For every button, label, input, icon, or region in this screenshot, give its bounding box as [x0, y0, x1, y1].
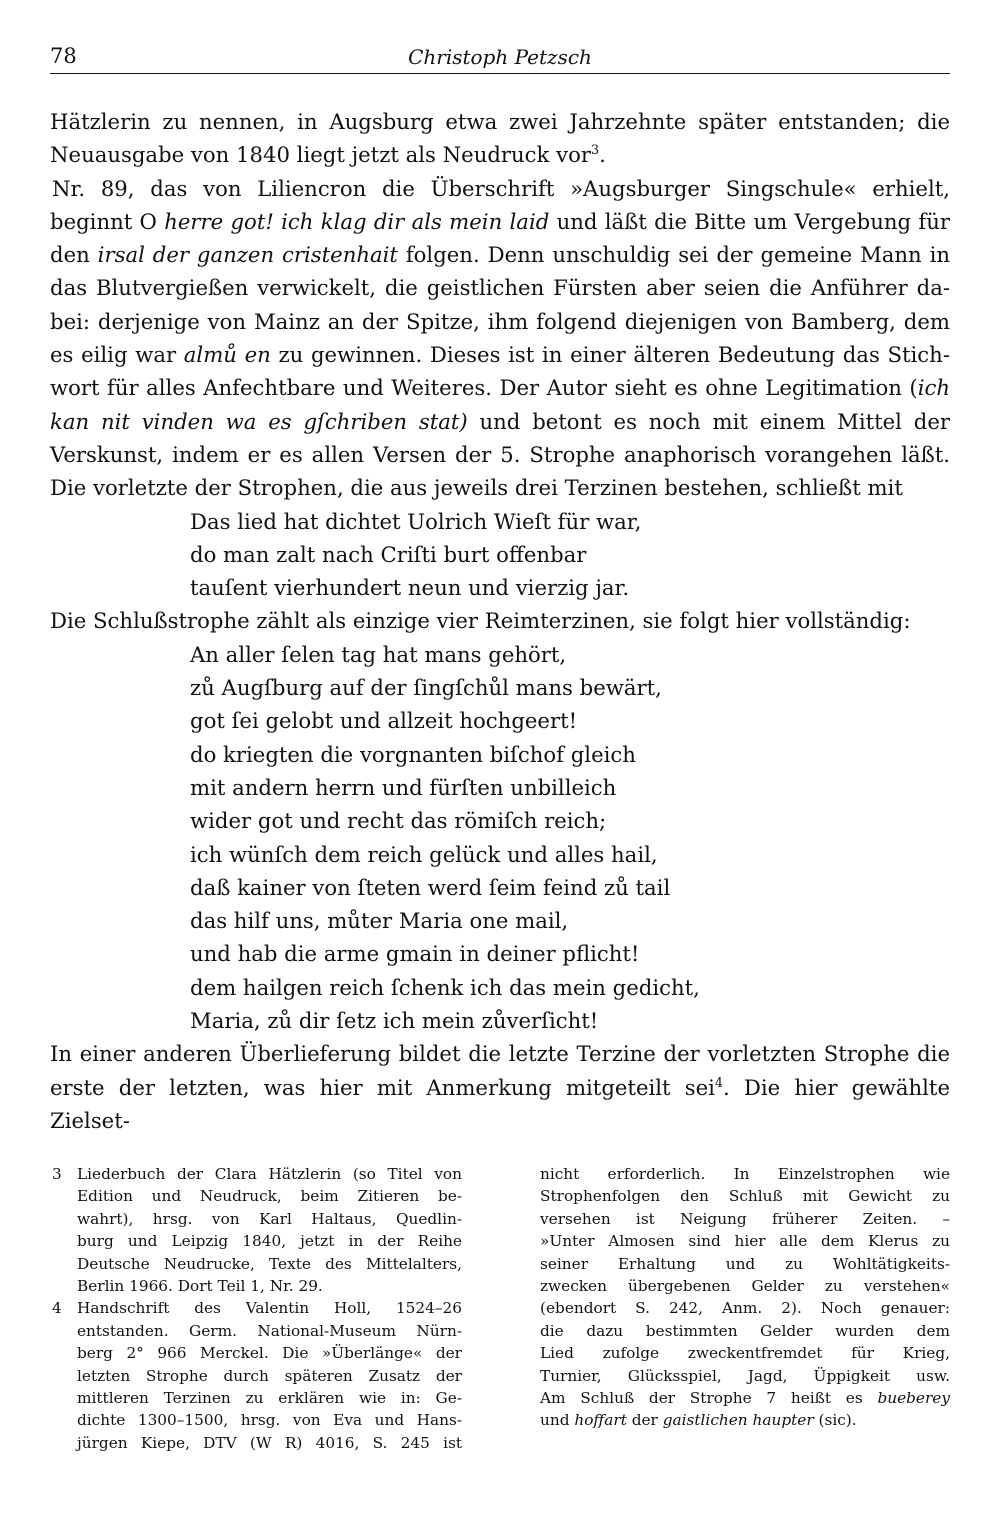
footnote-ref-3: 3 — [590, 142, 600, 158]
text-line: bei: derjenige von Mainz an der Spitze, ihm folgend diejenigen von Bamberg, dem — [50, 308, 950, 334]
footnote-line: Edition und Neudruck, beim Zitieren be- — [77, 1187, 462, 1206]
footnote-line: burg und Leipzig 1840, jetzt in der Reihe — [77, 1232, 462, 1251]
verse-line: An aller ſelen tag hat mans gehört, — [190, 641, 567, 667]
footnote-line: jürgen Kiepe, DTV (W R) 4016, S. 245 ist — [77, 1433, 462, 1452]
footnote-line: nicht erforderlich. In Einzelstrophen wie — [540, 1165, 950, 1183]
footnote-number: 4 — [52, 1299, 62, 1318]
footnote-line: mittleren Terzinen zu erklären wie in: Ge- — [77, 1389, 462, 1408]
footnote-line: berg 2° 966 Merckel. Die »Überlänge« der — [77, 1344, 462, 1363]
text-line: kan nit vinden wa es gſchriben stat) und betont es noch mit einem Mittel der — [50, 408, 950, 434]
footnote-ref-4: 4 — [714, 1074, 723, 1090]
footnotes-right-column — [540, 1163, 950, 1432]
main-text — [50, 105, 950, 1137]
footnote-line: Lied zufolge zweckentfremdet für Krieg, — [540, 1344, 950, 1363]
footnote-3 — [52, 1163, 462, 1297]
footnotes-left-column — [52, 1163, 462, 1454]
footnote-line: Turnier, Glücksspiel, Jagd, Üppigkeit usw. — [540, 1366, 950, 1385]
text-line: beginnt O herre got! ich klag dir als mein laid und läßt die Bitte um Vergebung für — [50, 208, 950, 234]
text-line: das Blutvergießen verwickelt, die geistlichen Fürsten aber seien die Anführer da- — [50, 275, 950, 301]
running-header — [50, 44, 950, 74]
verse-line: do kriegten die vorgnanten biſchof gleich — [190, 741, 636, 767]
footnote-line: Strophenfolgen den Schluß mit Gewicht zu — [540, 1187, 950, 1206]
text-line: Nr. 89, das von Liliencron die Überschrift »Augsburger Singschule« erhielt, — [52, 175, 950, 201]
footnote-line: entstanden. Germ. National-Museum Nürn- — [77, 1321, 462, 1340]
text-line: wort für alles Anfechtbare und Weiteres. Der Autor sieht es ohne Legitimation (ich — [50, 375, 950, 401]
running-title: Christoph Petzsch — [408, 45, 592, 69]
verse-line: zů Augſburg auf der ſingſchůl mans bewärt, — [190, 675, 662, 701]
verse-line: daß kainer von ſteten werd ſeim feind zů tail — [190, 874, 671, 900]
verse-line: Das lied hat dichtet Uolrich Wieſt für war, — [190, 508, 642, 534]
footnote-line: und hoffart der gaistlichen haupter (sic). — [540, 1411, 857, 1430]
text-line: In einer anderen Überlieferung bildet die letzte Terzine der vorletzten Strophe die — [50, 1041, 950, 1067]
footnote-line: die dazu bestimmten Gelder wurden dem — [540, 1321, 950, 1340]
footnote-line: seiner Erhaltung und zu Wohltätigkeits- — [540, 1254, 950, 1273]
text-line: Neuausgabe von 1840 liegt jetzt als Neudruck vor$^3$. — [50, 142, 606, 168]
text-line: erste der letzten, was hier mit Anmerkung mitgeteilt sei$^4$. Die hier gewählte Zielset- — [50, 1074, 950, 1133]
footnote-line: Liederbuch der Clara Hätzlerin (so Titel von — [77, 1165, 462, 1183]
footnote-4 — [52, 1297, 462, 1454]
text-line: den irsal der ganzen cristenhait folgen. Denn unschuldig sei der gemeine Mann in — [50, 242, 951, 268]
footnote-line: Handschrift des Valentin Holl, 1524–26 — [77, 1299, 462, 1318]
verse-line: got ſei gelobt und allzeit hochgeert! — [190, 708, 578, 734]
verse-line: do man zalt nach Criſti burt offenbar — [190, 541, 587, 567]
text-line: Die Schlußstrophe zählt als einzige vier Reimterzinen, sie folgt hier vollständig: — [50, 608, 911, 634]
footnote-line: Am Schluß der Strophe 7 heißt es bueberey — [540, 1389, 950, 1408]
verse-line: ich wünſch dem reich gelück und alles hail, — [190, 841, 658, 867]
footnote-line: letzten Strophe durch späteren Zusatz der — [77, 1366, 462, 1385]
verse-line: und hab die arme gmain in deiner pflicht! — [190, 941, 640, 967]
verse-line: das hilf uns, můter Maria one mail, — [190, 908, 569, 934]
footnote-line: Deutsche Neudrucke, Texte des Mittelalters, — [77, 1254, 462, 1273]
verse-line: dem hailgen reich ſchenk ich das mein gedicht, — [190, 974, 700, 1000]
footnote-line: versehen ist Neigung früherer Zeiten. – — [540, 1209, 950, 1228]
footnote-number: 3 — [52, 1165, 62, 1183]
text-line: Hätzlerin zu nennen, in Augsburg etwa zwei Jahrzehnte später entstanden; die — [50, 109, 950, 134]
verse-line: wider got und recht das römiſch reich; — [190, 808, 607, 834]
verse-line: tauſent vierhundert neun und vierzig jar. — [190, 575, 630, 601]
page-number: 78 — [50, 44, 77, 68]
footnote-line: (ebendort S. 242, Anm. 2). Noch genauer: — [540, 1299, 950, 1318]
footnote-line: zwecken übergebenen Gelder zu verstehen« — [540, 1277, 950, 1296]
footnote-line: dichte 1300–1500, hrsg. von Eva und Hans- — [77, 1411, 462, 1430]
verse-line: mit andern herrn und fürſten unbilleich — [190, 774, 617, 800]
text-line: Verskunst, indem er es allen Versen der 5. Strophe anaphorisch vorangehen läßt. — [50, 441, 950, 467]
footnote-line: Berlin 1966. Dort Teil 1, Nr. 29. — [77, 1277, 323, 1296]
verse-line: Maria, zů dir ſetz ich mein zůverſicht! — [190, 1008, 599, 1034]
footnote-line: wahrt), hrsg. von Karl Haltaus, Quedlin- — [77, 1209, 462, 1228]
text-line: es eilig war almů en zu gewinnen. Dieses ist in einer älteren Bedeutung das Stich- — [50, 342, 950, 368]
text-line: Die vorletzte der Strophen, die aus jeweils drei Terzinen bestehen, schließt mit — [50, 475, 903, 501]
footnote-line: »Unter Almosen sind hier alle dem Klerus zu — [540, 1232, 950, 1251]
